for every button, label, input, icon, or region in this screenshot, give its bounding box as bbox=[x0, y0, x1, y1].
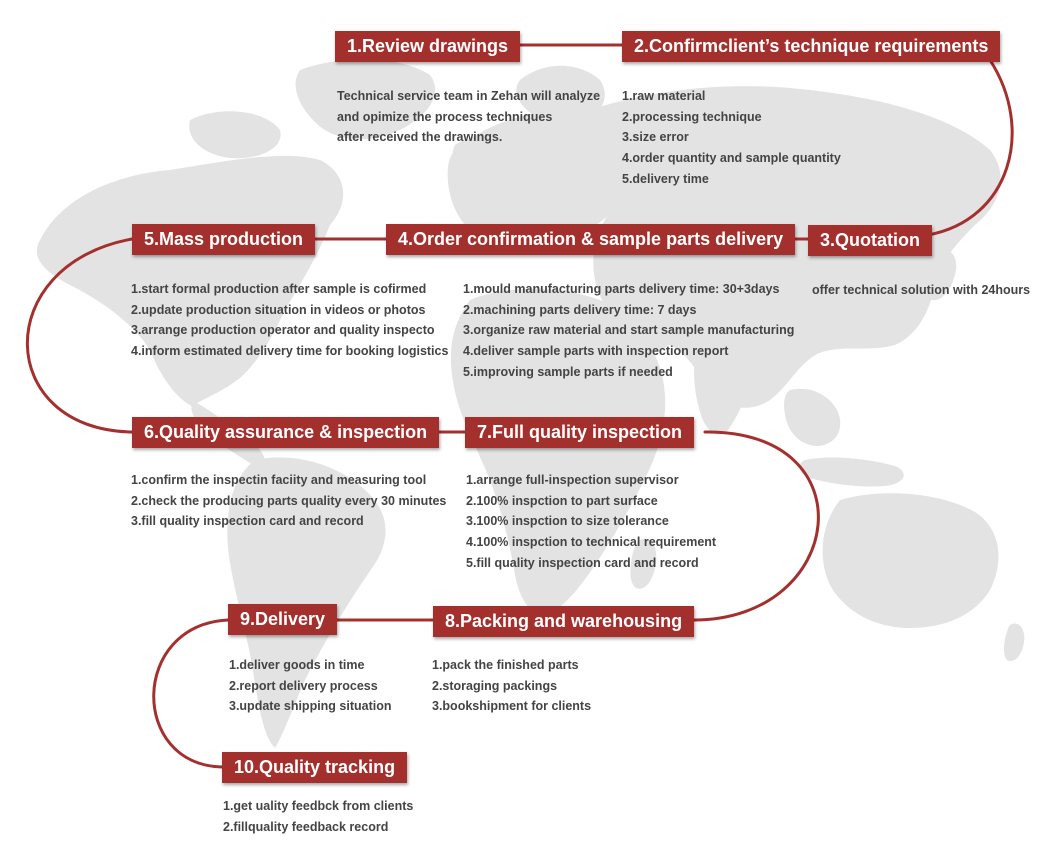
step-1-line-1: Technical service team in Zehan will analyze bbox=[337, 89, 601, 103]
step-7-line-3: 3.100% inspction to size tolerance bbox=[466, 514, 669, 529]
step-4-line-1: 1.mould manufacturing parts delivery time: 30+3days bbox=[463, 282, 780, 296]
step-2-details bbox=[622, 86, 841, 190]
step-8-details bbox=[432, 655, 591, 717]
step-10-details bbox=[223, 796, 413, 837]
step-3-line-1: offer technical solution with 24hours bbox=[812, 283, 1031, 297]
step-6-line-3: 3.fill quality inspection card and record bbox=[131, 514, 364, 529]
step-7-line-5: 5.fill quality inspection card and record bbox=[466, 555, 699, 570]
step-7-line-2: 2.100% inspction to part surface bbox=[466, 493, 658, 508]
step-9-line-2: 2.report delivery process bbox=[229, 678, 378, 693]
step-2-line-4: 4.order quantity and sample quantity bbox=[622, 151, 841, 166]
step-4-line-5: 5.improving sample parts if needed bbox=[463, 364, 673, 379]
step-2-line-2: 2.processing technique bbox=[622, 109, 762, 124]
step-1-line-3: after received the drawings. bbox=[337, 130, 503, 145]
step-1-title: 1.Review drawings bbox=[335, 31, 520, 62]
step-3-title: 3.Quotation bbox=[808, 225, 932, 256]
step-10-line-2: 2.fillquality feedback record bbox=[223, 819, 389, 834]
step-8-line-2: 2.storaging packings bbox=[432, 678, 558, 693]
step-6-title: 6.Quality assurance & inspection bbox=[132, 417, 439, 448]
step-4-title: 4.Order confirmation & sample parts delivery bbox=[386, 224, 795, 255]
connector-9-10 bbox=[154, 620, 228, 767]
step-1-line-2: and opimize the process techniques bbox=[337, 109, 553, 124]
step-9-line-1: 1.deliver goods in time bbox=[229, 658, 365, 672]
step-9-title: 9.Delivery bbox=[228, 604, 337, 635]
step-4-line-4: 4.deliver sample parts with inspection report bbox=[463, 344, 729, 359]
step-10-title: 10.Quality tracking bbox=[222, 752, 407, 783]
step-5-title: 5.Mass production bbox=[132, 224, 315, 255]
connector-2-3 bbox=[928, 60, 1012, 235]
step-8-line-3: 3.bookshipment for clients bbox=[432, 699, 592, 714]
step-5-line-2: 2.update production situation in videos or photos bbox=[131, 302, 426, 317]
step-6-details bbox=[131, 470, 446, 532]
step-2-line-5: 5.delivery time bbox=[622, 171, 709, 186]
step-4-line-2: 2.machining parts delivery time: 7 days bbox=[463, 302, 697, 317]
step-10-line-1: 1.get uality feedbck from clients bbox=[223, 799, 414, 813]
step-4-details bbox=[463, 279, 794, 383]
step-9-details bbox=[229, 655, 392, 717]
step-5-line-4: 4.inform estimated delivery time for booking logistics bbox=[131, 344, 449, 359]
step-7-line-4: 4.100% inspction to technical requirement bbox=[466, 535, 717, 550]
step-4-line-3: 3.organize raw material and start sample manufacturing bbox=[463, 323, 795, 338]
connector-5-6 bbox=[27, 239, 132, 432]
step-7-details bbox=[466, 470, 716, 574]
step-1-details bbox=[337, 86, 600, 148]
step-5-details bbox=[131, 279, 448, 362]
step-5-line-3: 3.arrange production operator and quality inspecto bbox=[131, 323, 435, 338]
step-2-line-3: 3.size error bbox=[622, 130, 689, 145]
step-3-details bbox=[812, 280, 1030, 301]
step-9-line-3: 3.update shipping situation bbox=[229, 699, 392, 714]
step-7-title: 7.Full quality inspection bbox=[465, 417, 694, 448]
step-2-line-1: 1.raw material bbox=[622, 89, 706, 103]
step-8-title: 8.Packing and warehousing bbox=[433, 606, 694, 637]
step-2-title: 2.Confirmclient’s technique requirements bbox=[622, 31, 1000, 62]
step-6-line-1: 1.confirm the inspectin faciity and measuring tool bbox=[131, 473, 427, 487]
step-6-line-2: 2.check the producing parts quality every 30 minutes bbox=[131, 493, 447, 508]
step-5-line-1: 1.start formal production after sample is cofirmed bbox=[131, 282, 427, 296]
step-8-line-1: 1.pack the finished parts bbox=[432, 658, 579, 672]
step-7-line-1: 1.arrange full-inspection supervisor bbox=[466, 473, 679, 487]
